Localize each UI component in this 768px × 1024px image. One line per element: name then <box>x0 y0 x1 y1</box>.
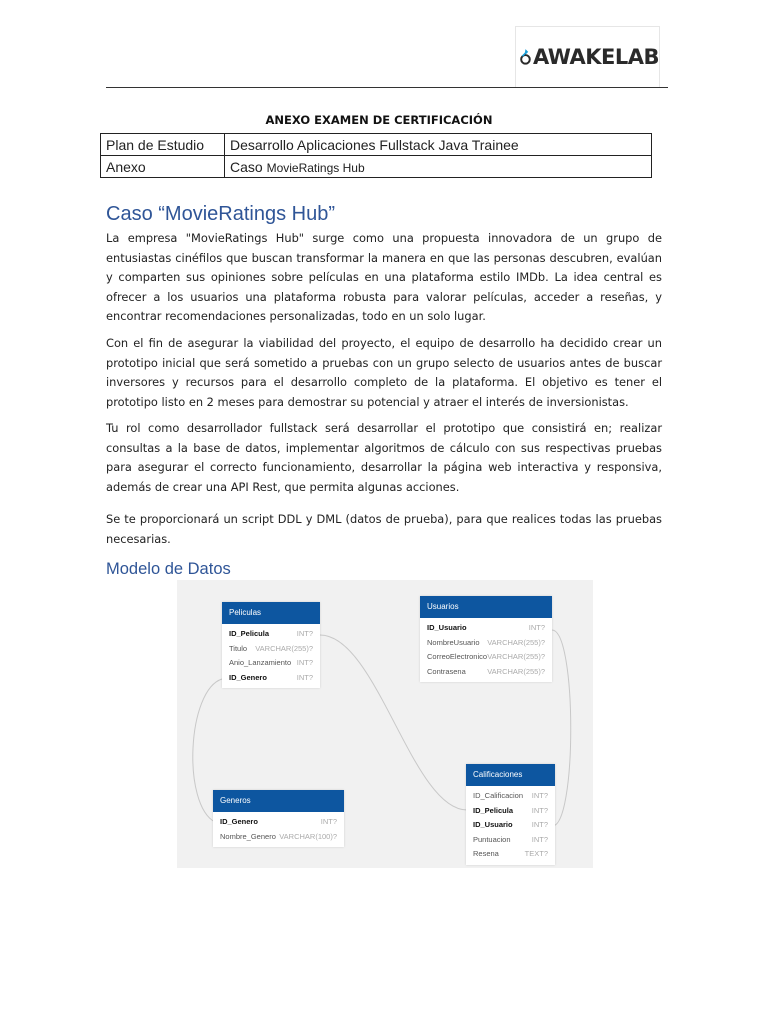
column-row: Contrasena VARCHAR(255)? <box>427 666 545 676</box>
table-usuarios <box>420 596 552 682</box>
meta-value <box>225 156 652 178</box>
document-title: ANEXO EXAMEN DE CERTIFICACIÓN <box>265 113 493 127</box>
column-row: ID_Pelicula INT? <box>473 805 548 815</box>
column-row: Resena TEXT? <box>473 849 548 858</box>
table-calificaciones <box>466 764 555 865</box>
column-row: ID_Usuario INT? <box>427 623 545 632</box>
logo-text: AWAKELAB <box>532 45 659 69</box>
awakelab-logo <box>515 26 660 88</box>
awakelab-logo-icon <box>520 35 531 79</box>
table-peliculas <box>222 602 320 688</box>
meta-value-rest: MovieRatings Hub <box>266 160 365 175</box>
case-title: Caso “MovieRatings Hub” <box>106 203 335 225</box>
table-header: Usuarios <box>420 596 552 618</box>
data-model-diagram <box>177 580 593 868</box>
column-row: ID_Genero INT? <box>220 817 337 826</box>
meta-value: Desarrollo Aplicaciones Fullstack Java Trainee <box>225 134 652 156</box>
meta-row-plan <box>101 134 652 156</box>
column-row: ID_Usuario INT? <box>473 820 548 829</box>
column-row: Nombre_Genero VARCHAR(100)? <box>220 831 337 841</box>
column-row: ID_Pelicula INT? <box>229 629 313 638</box>
paragraph-viability: Con el fin de asegurar la viabilidad del proyecto, el equipo de desarrollo ha decidido crear un prototipo inicial que será sometido a pruebas con un grupo selecto de usuarios antes de buscar inversores y recursos para el desarrollo completo de la plataforma. El objetivo es tener el prototipo listo en 2 meses para demostrar su potencial y atraer el interés de inversionistas. <box>106 336 662 409</box>
column-row: ID_Calificacion INT? <box>473 791 548 800</box>
table-header: Calificaciones <box>466 764 555 786</box>
meta-table <box>100 133 652 178</box>
column-row: CorreoElectronico VARCHAR(255)? <box>427 652 545 661</box>
paragraph-intro: La empresa "MovieRatings Hub" surge como una propuesta innovadora de un grupo de entusiastas cinéfilos que buscan transformar la manera en que las personas descubren, evalúan y comparten sus opiniones sobre películas en una plataforma estilo IMDb. La idea central es ofrecer a los usuarios una plataforma robusta para valorar películas, acceder a reseñas, y encontrar recomendaciones personalizadas, todo en un solo lugar. <box>106 231 662 323</box>
meta-value-prefix: Caso <box>230 158 263 175</box>
model-title: Modelo de Datos <box>106 560 231 578</box>
column-row: Anio_Lanzamiento INT? <box>229 658 313 667</box>
column-row: Puntuacion INT? <box>473 834 548 844</box>
header-rule <box>106 87 668 88</box>
meta-key: Anexo <box>101 156 225 178</box>
meta-row-anexo <box>101 156 652 178</box>
table-header: Generos <box>213 790 344 812</box>
table-header: Peliculas <box>222 602 320 624</box>
paragraph-scripts: Se te proporcionará un script DDL y DML (datos de prueba), para que realices todas las pruebas necesarias. <box>106 512 662 546</box>
column-row: NombreUsuario VARCHAR(255)? <box>427 637 545 647</box>
column-row: Titulo VARCHAR(255)? <box>229 643 313 653</box>
meta-key: Plan de Estudio <box>101 134 225 156</box>
paragraph-role: Tu rol como desarrollador fullstack será desarrollar el prototipo que consistirá en; realizar consultas a la base de datos, implementar algoritmos de cálculo con sus respectivas pruebas para asegurar el correcto funcionamiento, desarrollar la página web interactiva y responsiva, además de crear una API Rest, que permita algunas acciones. <box>106 421 662 494</box>
table-generos <box>213 790 344 847</box>
column-row: ID_Genero INT? <box>229 672 313 682</box>
